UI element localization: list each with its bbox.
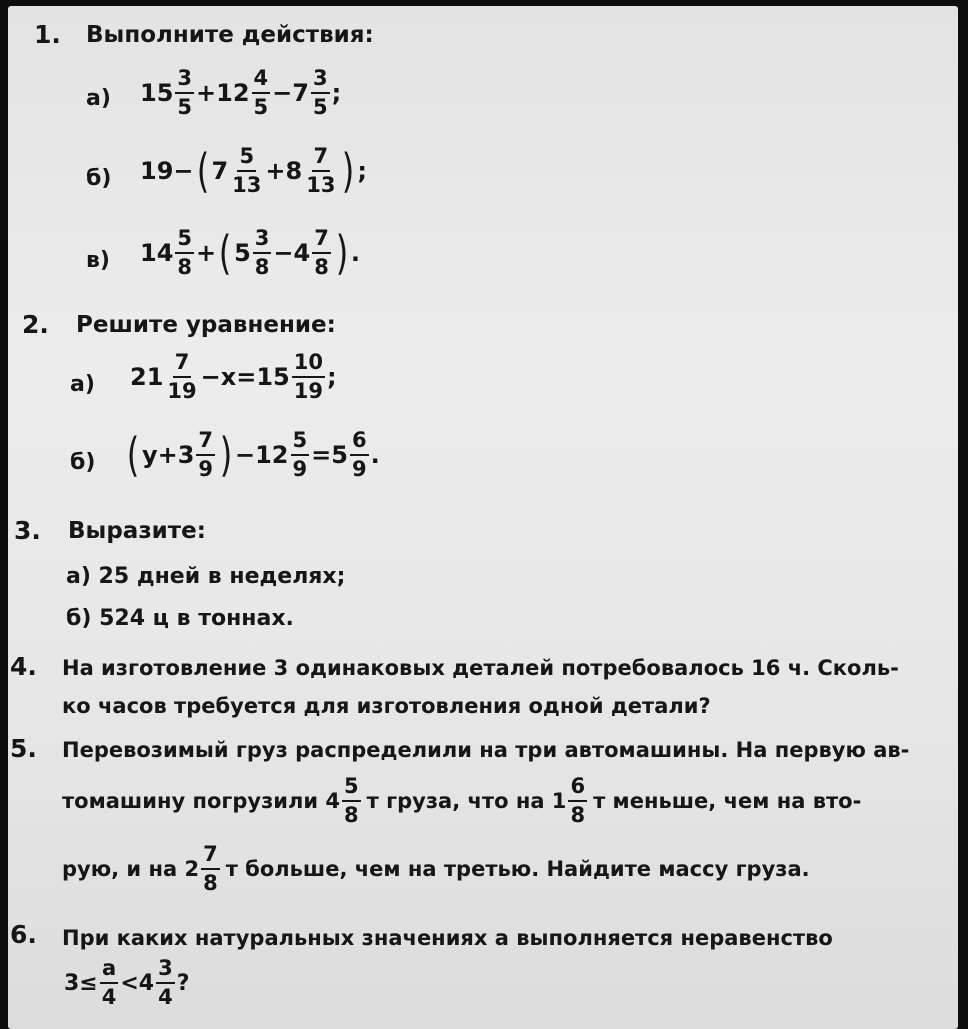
task-3a-text: а) 25 дней в неделях;: [66, 564, 346, 589]
task-1b-label: б): [86, 166, 112, 191]
task-5-line-2: томашину погрузили 4 $\frac{5}{8}$ т груза, что на 1 $\frac{6}{8}$ т меньше, чем на вто-: [62, 774, 862, 827]
task-2b-label: б): [70, 450, 96, 475]
task-4-line-2: ко часов требуется для изготовления одной детали?: [62, 694, 711, 718]
task-2-number: 2.: [22, 310, 49, 339]
task-1c-expression: 14 $\frac{5}{8}$ + ( 5 $\frac{3}{8}$ −4 $\frac{7}{8}$ ) .: [140, 226, 360, 280]
task-3b-text: б) 524 ц в тоннах.: [66, 606, 294, 631]
task-3-number: 3.: [14, 516, 41, 545]
task-1a-label: а): [86, 86, 111, 111]
task-2a-expression: 21 $\frac{7}{19}$ −x=15 $\frac{10}{19}$ ;: [130, 350, 337, 403]
task-2a-label: а): [70, 372, 95, 397]
task-5-line-1: Перевозимый груз распределили на три автомашины. На первую ав-: [62, 738, 910, 762]
task-6-number: 6.: [10, 920, 37, 949]
task-3-title: Выразите:: [68, 518, 206, 544]
task-2-title: Решите уравнение:: [76, 312, 336, 338]
task-6-line-1: При каких натуральных значениях a выполняется неравенство: [62, 926, 833, 950]
worksheet-page: [8, 6, 958, 1029]
task-1b-expression: 19− ( 7 $\frac{5}{13}$ +8 $\frac{7}{13}$ ) ;: [140, 144, 368, 198]
task-1c-label: в): [86, 248, 110, 273]
task-5-number: 5.: [10, 734, 37, 763]
task-1-number: 1.: [34, 20, 61, 49]
task-4-line-1: На изготовление 3 одинаковых деталей потребовалось 16 ч. Сколь-: [62, 656, 899, 680]
task-2b-expression: ( y+3 $\frac{7}{9}$ ) −12 $\frac{5}{9}$ =5 $\frac{6}{9}$ .: [126, 428, 380, 482]
task-5-line-3: рую, и на 2 $\frac{7}{8}$ т больше, чем на третью. Найдите массу груза.: [62, 842, 810, 895]
task-6-inequality: 3≤ $\frac{a}{4}$ <4 $\frac{3}{4}$ ?: [64, 956, 190, 1009]
task-4-number: 4.: [10, 652, 37, 681]
task-1a-expression: 15 $\frac{3}{5}$ +12 $\frac{4}{5}$ −7 $\frac{3}{5}$ ;: [140, 66, 342, 119]
task-1-title: Выполните действия:: [86, 22, 374, 48]
